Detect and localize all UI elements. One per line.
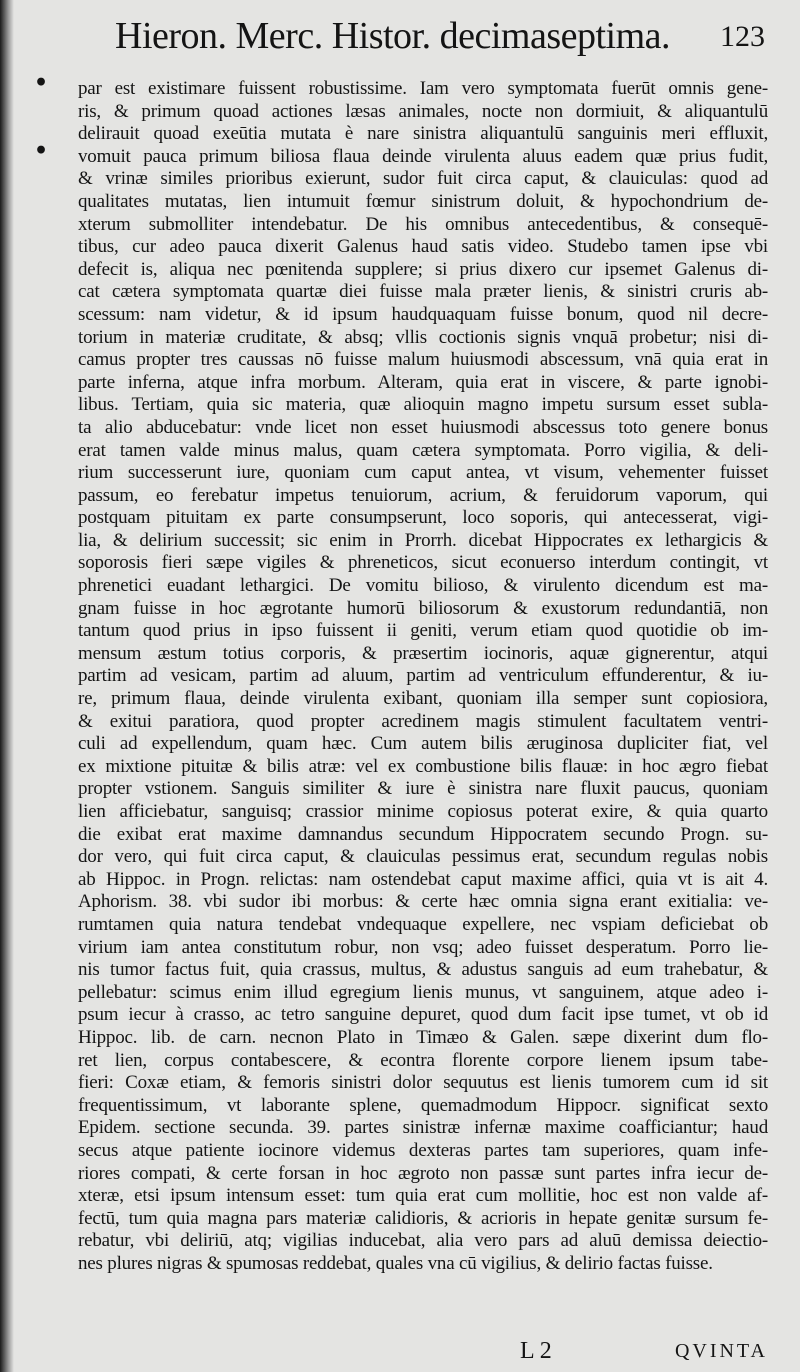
text-line: xteræ, etsi ipsum intensum esset: tum quia erat cum mollitie, hoc est non valde af- [78, 1185, 768, 1207]
text-line: tibus, cur adeo pauca dixerit Galenus haud satis video. Studebo tamen ipse vbi [78, 236, 768, 258]
text-line: Epidem. sectione secunda. 39. partes sinistræ infernæ maxime coafficiantur; haud [78, 1117, 768, 1139]
signature-mark: L 2 [520, 1338, 552, 1364]
text-line: secus atque patiente iocinore videmus dexteras partes tam superiores, quam infe- [78, 1139, 768, 1161]
text-line: nes plures nigras & spumosas reddebat, quales vna cū vigilius, & delirio factas fuisse. [78, 1252, 713, 1274]
text-line: xterum submolliter intendebatur. De his omnibus antecedentibus, & consequē- [78, 213, 768, 235]
text-line: ex mixtione pituitæ & bilis atræ: vel ex combustione bilis flauæ: in hoc ægro fiebat [78, 755, 768, 777]
text-line: pellebatur: scimus enim illud egregium lienis munus, vt sanguinem, atque adeo i- [78, 981, 768, 1003]
text-line: rumtamen quia natura tendebat vndequaque expellere, nec vspiam deficiebat ob [78, 913, 768, 935]
text-line: nis tumor factus fuit, quia crassus, multus, & adustus sanguis ad eum trahebatur, & [78, 959, 768, 981]
text-line: erat tamen valde minus malus, quam cætera symptomata. Porro vigilia, & deli- [78, 439, 768, 461]
text-line: die exibat erat maxime damnandus secundum Hippocratem secundo Progn. su- [78, 823, 768, 845]
text-line: fieri: Coxæ etiam, & femoris sinistri dolor sequutus est lienis tumorem cum id sit [78, 1072, 768, 1094]
text-line: scessum: nam videtur, & id ipsum haudquaquam fuisse bonum, quod nil decre- [78, 303, 768, 325]
text-line: libus. Tertiam, quia sic materia, quæ alioquin magno impetu sursum esset subla- [78, 394, 768, 416]
text-line: propter vstionem. Sanguis similiter & iure è sinistra nare fluxit paucus, quoniam [78, 778, 768, 800]
text-line: & exitui paratiora, quod propter acredinem magis stimulent facultatem ventri- [78, 710, 768, 732]
text-line: virium iam antea constitutum robur, non vsq; adeo fuisset desperatum. Porro lie- [78, 936, 768, 958]
page-gutter-shadow [0, 0, 14, 1372]
text-line: riores compati, & certe forsan in hoc ægroto non passæ sunt partes infra iecur de- [78, 1162, 768, 1184]
running-title: Hieron. Merc. Histor. decimaseptima. [115, 15, 671, 57]
text-line: ris, & primum quoad actiones læsas animales, nocte non dormiuit, & aliquantulū [78, 100, 768, 122]
text-line: ta alio abducebatur: vnde licet non esset huiusmodi abscessus toto genere bonus [78, 416, 768, 438]
text-line: re, primum flaua, deinde virulenta exibant, quoniam illa semper sunt copiosiora, [78, 688, 768, 710]
text-line: rium successerunt iure, quoniam cum caput antea, vt visum, vehementer fuisset [78, 462, 768, 484]
text-line: Aphorism. 38. vbi sudor ibi morbus: & certe hæc omnia signa erant exitialia: ve- [78, 891, 768, 913]
text-line: cat cætera symptomata quartæ diei fuisse mala præter lienis, & sinistri cruris ab- [78, 281, 768, 303]
text-line: dor vero, qui fuit circa caput, & clauiculas pessimus erat, secundum regulas nobis [78, 846, 768, 868]
page-header [115, 14, 775, 74]
text-line: phrenetici euadant lethargici. De vomitu bilioso, & virulento dicendum est ma- [78, 575, 768, 597]
text-line: psum iecur à crasso, ac tetro sanguine depuret, quod dum facit ipse tumet, vt ob id [78, 1004, 768, 1026]
text-line: lia, & delirium successit; sic enim in Prorrh. dicebat Hippocrates ex lethargicis & [78, 529, 768, 551]
text-line: delirauit quoad exeūtia mutata è nare sinistra aliquantulū sanguinis meri effluxit, [78, 123, 768, 145]
text-line: postquam pituitam ex parte consumpserunt, loco soporis, qui antecesserat, vigi- [78, 507, 768, 529]
text-line: gnam fuisse in hoc ægrotante humorū biliosorum & exustorum redundantiā, non [78, 597, 768, 619]
text-line: passum, eo ferebatur impetus tenuiorum, acrium, & feruidorum vaporum, qui [78, 484, 768, 506]
text-line: soporosis fieri sæpe vigiles & phreneticos, sicut econuerso interdum contingit, vt [78, 552, 768, 574]
body-text [78, 78, 768, 1275]
margin-mark: • [34, 70, 49, 96]
text-line: camus propter tres caussas nō fuisse malum huiusmodi abscessum, vnā quia erat in [78, 349, 768, 371]
catchword: QVINTA [674, 1340, 768, 1362]
text-line: frequentissimum, vt laborante splene, quemadmodum Hippocr. significat sexto [78, 1094, 768, 1116]
page-number: 123 [720, 20, 765, 53]
text-line: Hippoc. lib. de carn. necnon Plato in Timæo & Galen. sæpe dixerint dum flo- [78, 1026, 768, 1048]
text-line: torium in materiæ cruditate, & absq; vllis coctionis signis vnquā probetur; nisi di- [78, 326, 768, 348]
margin-mark: • [34, 138, 49, 164]
text-line: lien afficiebatur, sanguisq; crassior minime copiosus poterat exire, & quia quarto [78, 801, 768, 822]
page-footer [78, 1338, 768, 1368]
text-line: defecit is, aliqua nec pœnitenda supplere; si prius dixero cur ipsemet Galenus di- [78, 258, 768, 280]
text-line: par est existimare fuissent robustissime. Iam vero symptomata fuerūt omnis gene- [78, 78, 768, 99]
text-line: vomuit pauca primum biliosa flaua deinde virulenta aluus eadem quæ prius fudit, [78, 145, 768, 167]
text-line: rebatur, vbi deliriū, atq; vigilias inducebat, alia vero pars ad aluū demissa deiectio- [78, 1230, 768, 1252]
text-line: parte inferna, atque infra morbum. Alteram, quia erat in viscere, & parte ignobi- [78, 371, 768, 393]
text-line: ab Hippoc. in Progn. relictas: nam ostendebat caput maxime affici, quia vt is ait 4. [78, 868, 768, 890]
text-line: ret lien, corpus contabescere, & econtra florente corpore lienem ipsum tabe- [78, 1049, 768, 1071]
text-line: mensum æstum totius corporis, & præsertim iocinoris, aquæ gignerentur, atqui [78, 642, 768, 664]
text-line: fectū, tum quia magna pars materiæ calidioris, & acrioris in hepate genitæ sursum fe- [78, 1207, 768, 1229]
text-line: partim ad vesicam, partim ad aluum, partim ad ventriculum effunderentur, & iu- [78, 665, 768, 687]
text-line: & vrinæ similes prioribus exierunt, sudor fuit circa caput, & clauiculas: quod ad [78, 168, 768, 190]
text-line: tantum quod prius in ipso fuissent ii geniti, verum etiam quod quotidie ob im- [78, 620, 768, 642]
text-line: culi ad expellendum, quam hæc. Cum autem bilis æruginosa dupliciter fiat, vel [78, 733, 768, 755]
text-line: qualitates mutatas, lien intumuit fœmur sinistrum doluit, & hypochondrium de- [78, 190, 768, 212]
